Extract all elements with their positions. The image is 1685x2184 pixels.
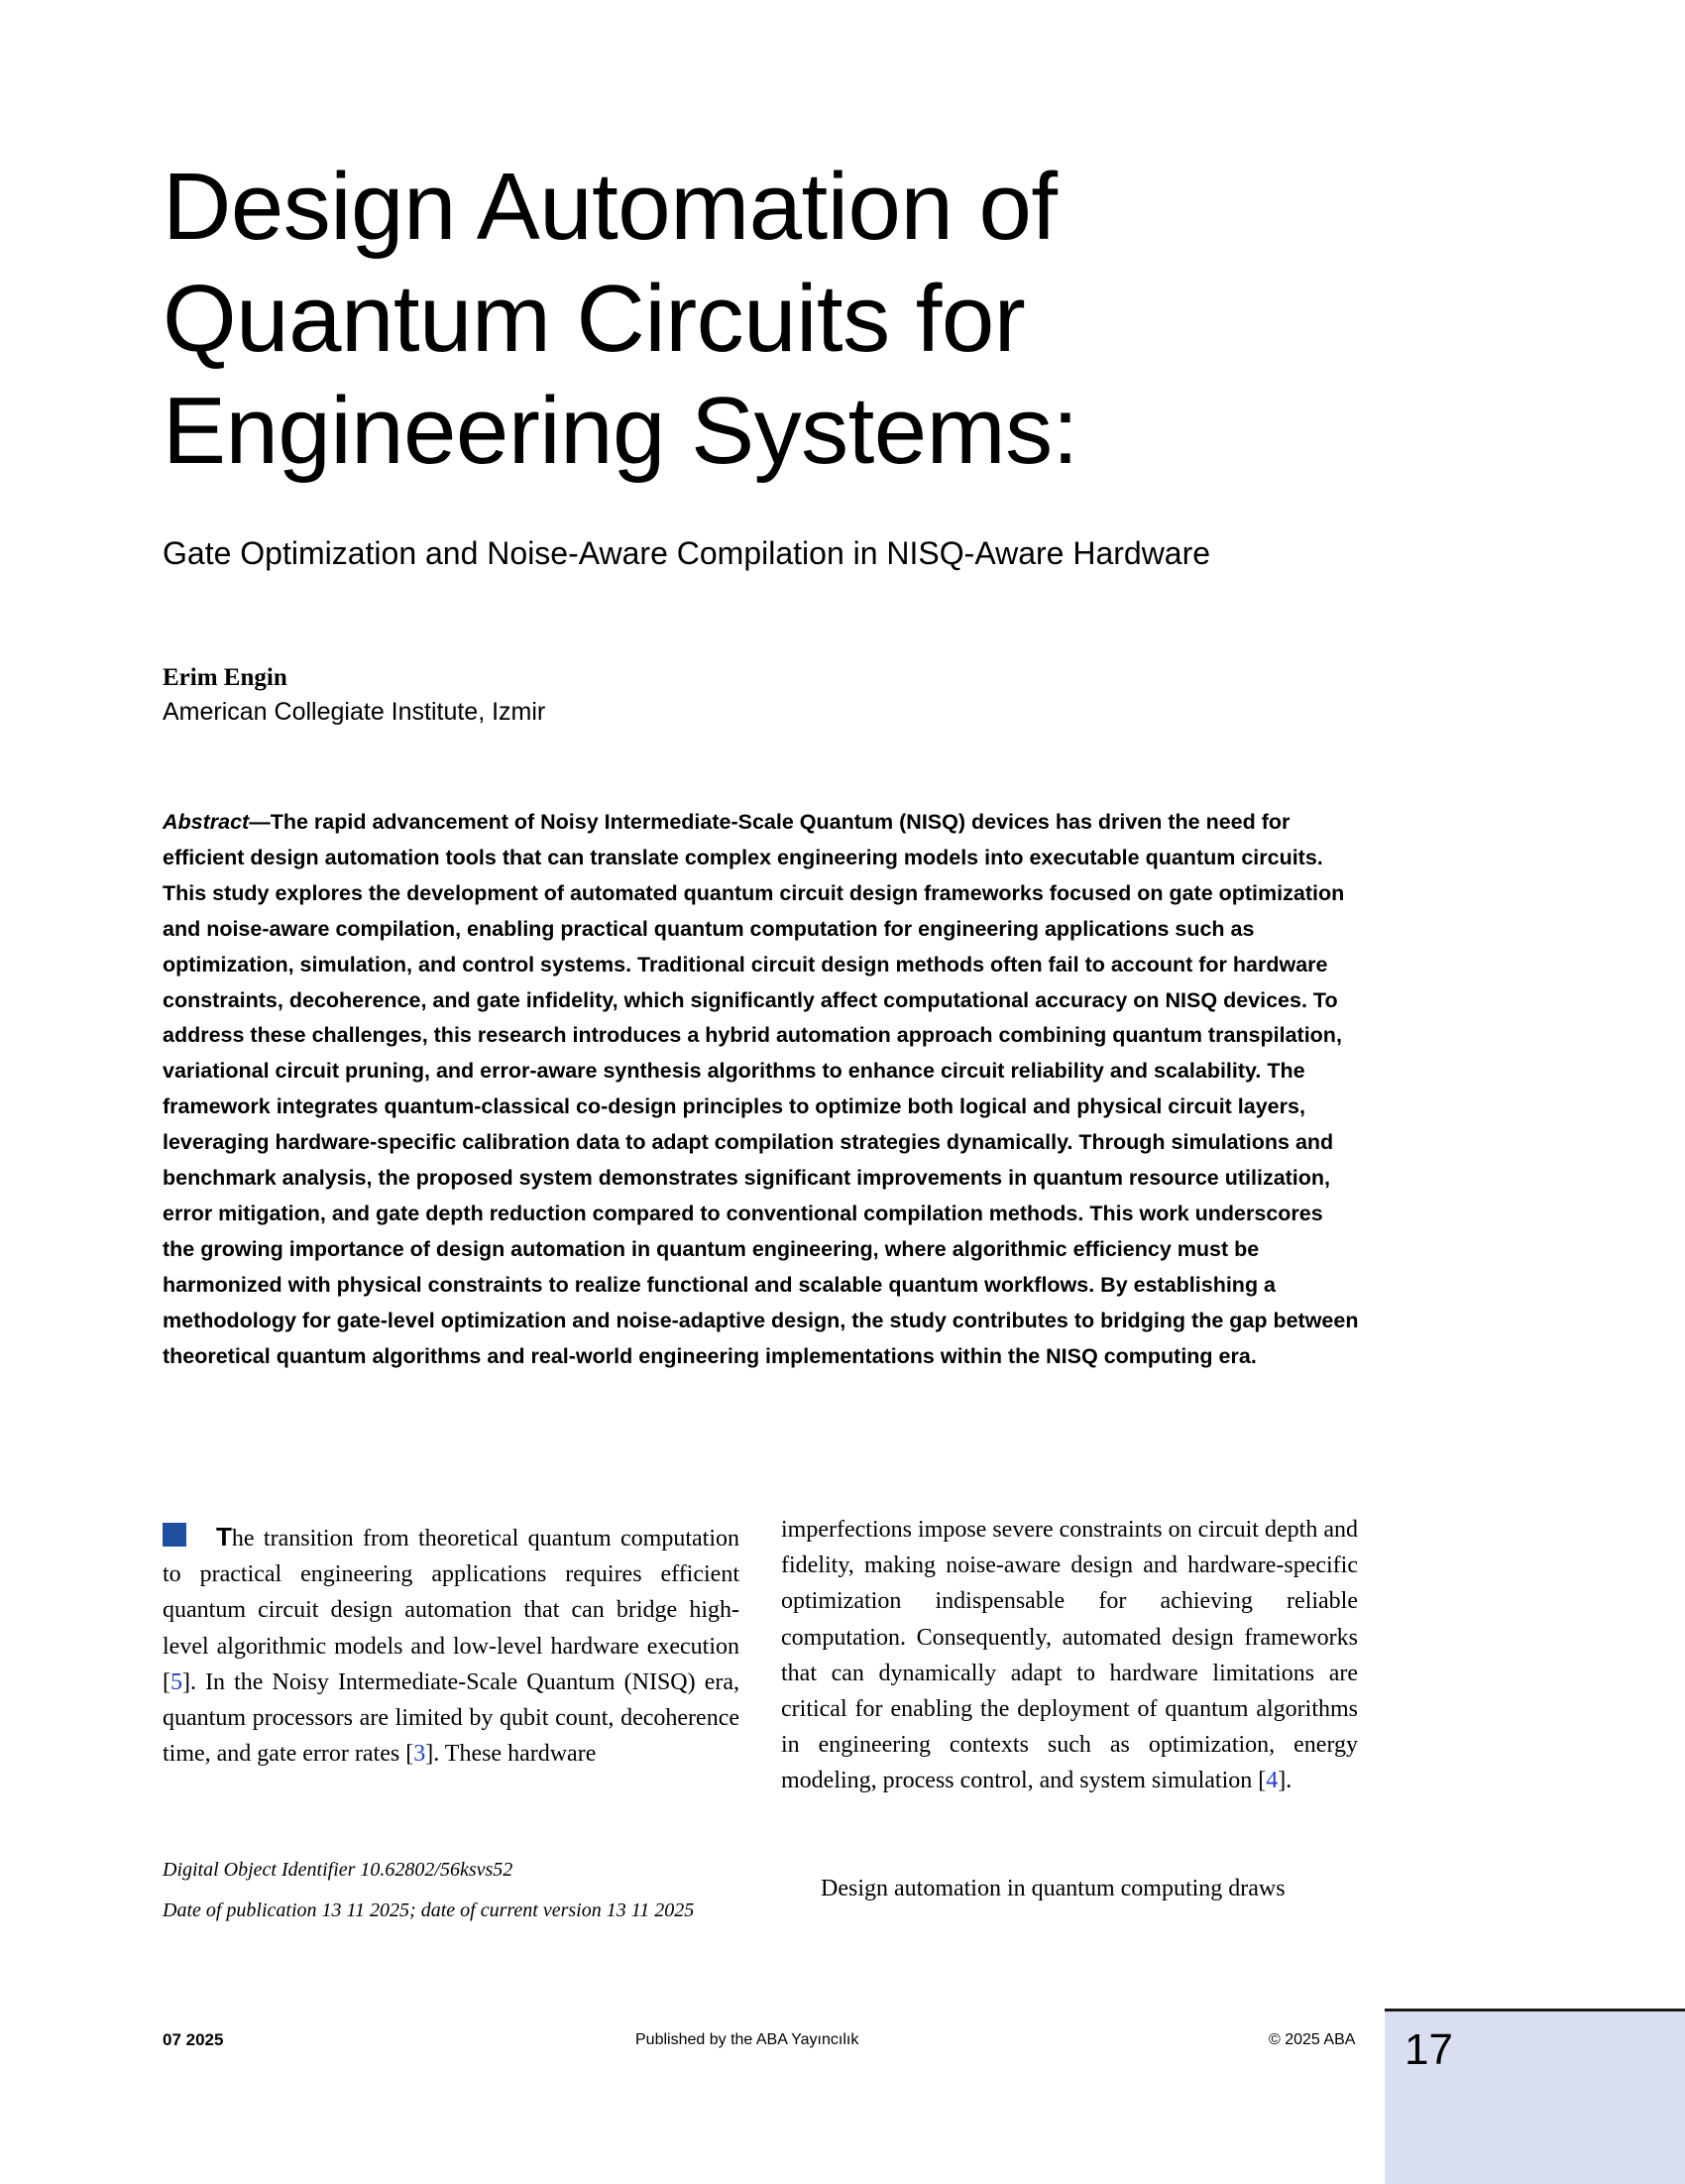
citation-link-4[interactable]: 4 bbox=[1266, 1768, 1279, 1794]
author-affiliation: American Collegiate Institute, Izmir bbox=[163, 698, 546, 726]
footer-copyright: © 2025 ABA bbox=[1269, 2031, 1356, 2048]
drop-cap: T bbox=[216, 1522, 232, 1552]
body-text-left-c: ]. These hardware bbox=[425, 1741, 597, 1768]
abstract-dash: — bbox=[249, 810, 271, 834]
publication-metadata bbox=[163, 1850, 739, 1931]
body-text-right-a: imperfections impose severe constraints on circuit depth and fidelity, making noise-aware design and hardware-specific optimization indispensable for achieving reliable computation. Consequently, automated design frameworks that can dynamically adapt to hardware limitations are critical for enabling the deployment of quantum algorithms in engineering contexts such as optimization, energy modeling, process control, and system simulation [ bbox=[781, 1517, 1358, 1794]
abstract bbox=[163, 805, 1359, 1375]
body-column-right bbox=[781, 1512, 1358, 1799]
paper-title bbox=[163, 151, 1352, 487]
citation-link-3[interactable]: 3 bbox=[413, 1741, 426, 1768]
author-name: Erim Engin bbox=[163, 664, 287, 691]
section-marker-square-icon bbox=[163, 1523, 186, 1547]
abstract-label: Abstract bbox=[163, 810, 250, 834]
title-line-2: Quantum Circuits for bbox=[163, 266, 1026, 372]
title-line-3: Engineering Systems: bbox=[163, 378, 1078, 484]
body-column-left bbox=[163, 1519, 739, 1772]
body-paragraph-2: Design automation in quantum computing draws bbox=[821, 1876, 1286, 1901]
doi-line: Digital Object Identifier 10.62802/56ksvs52 bbox=[163, 1859, 513, 1881]
body-text-left-a: he transition from theoretical quantum computation to practical engineering applications requires efficient quantum circuit design automation that can bridge high-level algorithmic models and low-level hardware execution [ bbox=[163, 1526, 739, 1695]
footer-publisher: Published by the ABA Yayıncılık bbox=[635, 2031, 859, 2048]
paper-subtitle: Gate Optimization and Noise-Aware Compilation in NISQ-Aware Hardware bbox=[163, 535, 1211, 571]
footer-date: 07 2025 bbox=[163, 2030, 224, 2049]
page-number-box bbox=[1385, 2009, 1685, 2184]
body-text-left-b: ]. In the Noisy Intermediate-Scale Quantum (NISQ) era, quantum processors are limited by qubit count, decoherence time, and gate error rates [ bbox=[163, 1668, 739, 1768]
citation-link-5[interactable]: 5 bbox=[170, 1668, 182, 1695]
body-text-right-b: ]. bbox=[1278, 1768, 1292, 1794]
abstract-text: The rapid advancement of Noisy Intermediate-Scale Quantum (NISQ) devices has driven the need for efficient design automation tools that can translate complex engineering models into executable quantum circuits. This study explores the development of automated quantum circuit design frameworks focused on gate optimization and noise-aware compilation, enabling practical quantum computation for engineering applications such as optimization, simulation, and control systems. Traditional circuit design methods often fail to account for hardware constraints, decoherence, and gate infidelity, which significantly affect computational accuracy on NISQ devices. To address these challenges, this research introduces a hybrid automation approach combining quantum transpilation, variational circuit pruning, and error-aware synthesis algorithms to enhance circuit reliability and scalability. The framework integrates quantum-classical co-design principles to optimize both logical and physical circuit layers, leveraging hardware-specific calibration data to adapt compilation strategies dynamically. Through simulations and benchmark analysis, the proposed system demonstrates significant improvements in quantum resource utilization, error mitigation, and gate depth reduction compared to conventional compilation methods. This work underscores the growing importance of design automation in quantum engineering, where algorithmic efficiency must be harmonized with physical constraints to realize functional and scalable quantum workflows. By establishing a methodology for gate-level optimization and noise-adaptive design, the study contributes to bridging the gap between theoretical quantum algorithms and real-world engineering implementations within the NISQ computing era. bbox=[163, 810, 1359, 1368]
title-line-1: Design Automation of bbox=[163, 154, 1058, 260]
page-number: 17 bbox=[1404, 2025, 1453, 2074]
publication-dates: Date of publication 13 11 2025; date of current version 13 11 2025 bbox=[163, 1899, 695, 1921]
